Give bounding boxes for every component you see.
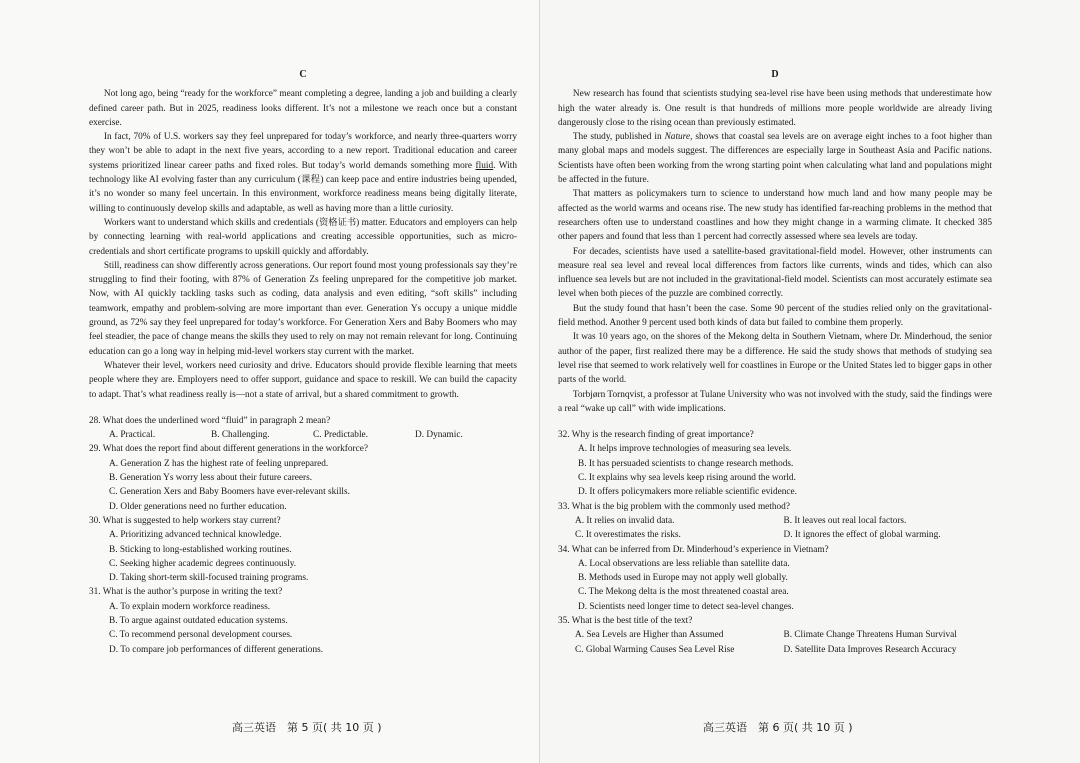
- question-35-option-b[interactable]: B. Climate Change Threatens Human Survival: [783, 630, 957, 641]
- question-32-stem: 32. Why is the research finding of great importance?: [558, 430, 754, 441]
- question-31-option-c[interactable]: C. To recommend personal development courses.: [109, 630, 293, 641]
- question-35-option-d[interactable]: D. Satellite Data Improves Research Accuracy: [783, 644, 957, 655]
- page-divider: [539, 0, 540, 763]
- question-30-option-d[interactable]: D. Taking short-term skill-focused training programs.: [109, 573, 309, 584]
- question-30-option-c[interactable]: C. Seeking higher academic degrees continuously.: [109, 558, 297, 569]
- page-footer-5: 高三英语 第 5 页( 共 10 页 ): [232, 721, 382, 734]
- section-letter-d: D: [771, 69, 779, 80]
- question-31-option-b[interactable]: B. To argue against outdated education systems.: [109, 615, 288, 626]
- d-p2-text-before: The study, published in: [572, 132, 665, 143]
- question-30-option-b[interactable]: B. Sticking to long-established working routines.: [109, 544, 292, 555]
- passage-d-paragraph-3: That matters as policymakers turn to science to understand how much land and how many people may be affected as the world warms and oceans rise. The new study has identified far-reaching problems in the method that researchers often use to understand coastlines and how they might change in a warming climate. It checked 385 other papers and found that less than 1 percent had correctly assessed where sea levels are today.: [558, 189, 992, 243]
- section-letter-c: C: [299, 69, 307, 80]
- question-32-option-b[interactable]: B. It has persuaded scientists to change research methods.: [578, 458, 794, 469]
- passage-d-paragraph-5: But the study found that hasn’t been the case. Some 90 percent of the studies relied only on the gravitational-field method. Another 9 percent used both kinds of data but failed to combine them properly.: [558, 303, 992, 329]
- passage-d: [558, 68, 992, 657]
- question-35-option-c[interactable]: C. Global Warming Causes Sea Level Rise: [575, 644, 735, 655]
- passage-c-paragraph-5: Whatever their level, workers need curiosity and drive. Educators should provide flexible learning that meets people where they are. Employers need to offer support, guidance and space to reskill. We can build the capacity to adapt. That’s what readiness really is—not a state of arrival, but a shared commitment to growth.: [89, 360, 517, 400]
- question-29-stem: 29. What does the report find about different generations in the workforce?: [89, 444, 368, 455]
- question-30-option-a[interactable]: A. Prioritizing advanced technical knowledge.: [109, 530, 282, 541]
- question-28-option-c[interactable]: C. Predictable.: [313, 430, 368, 441]
- question-31-option-d[interactable]: D. To compare job performances of different generations.: [109, 644, 324, 655]
- passage-d-paragraph-4: For decades, scientists have used a satellite-based gravitational-field model. However, other instruments can measure real sea level and reveal local differences from factors like currents, winds and tides, which can also influence sea levels but are not included in the gravitational-field model. Scientists can most accurately estimate sea level when both pieces of the puzzle are combined correctly.: [558, 246, 992, 300]
- question-30-stem: 30. What is suggested to help workers stay current?: [89, 515, 281, 526]
- p2-text-before: In fact, 70% of U.S. workers say they feel unprepared for today’s workforce, and nearly three-quarters worry they won’t be able to adapt in the next five years, according to a new report. Traditional education and career systems prioritized linear career paths and fixed roles. But today’s world demands something more: [89, 132, 517, 171]
- question-33-option-c[interactable]: C. It overestimates the risks.: [575, 530, 681, 541]
- passage-d-paragraph-2: [558, 130, 992, 187]
- question-34-option-d[interactable]: D. Scientists need longer time to detect sea-level changes.: [578, 601, 794, 612]
- question-33-option-a[interactable]: A. It relies on invalid data.: [575, 515, 675, 526]
- question-32-option-c[interactable]: C. It explains why sea levels keep rising around the world.: [578, 473, 796, 484]
- question-28-option-a[interactable]: A. Practical.: [109, 430, 156, 441]
- question-32-option-d[interactable]: D. It offers policymakers more reliable scientific evidence.: [578, 487, 797, 498]
- question-31-option-a[interactable]: A. To explain modern workforce readiness.: [109, 601, 271, 612]
- passage-c-paragraph-4: Still, readiness can show differently across generations. Our report found most young professionals say they’re struggling to find their footing, with 87% of Generation Zs feeling unprepared for the competitive job market. Now, with AI quickly tackling tasks such as coding, data analysis and even editing, “soft skills” including teamwork, empathy and problem-solving are more important than ever. Generation Ys occupy a unique middle ground, as 72% say they feel unprepared for today’s workforce. For Generation Xers and Baby Boomers who may feel steadier, the pace of change means the skills they used to rely on may not remain relevant for long. Continuing education can go a long way in helping mid-level workers stay current with the market.: [89, 260, 517, 357]
- question-35-option-a[interactable]: A. Sea Levels are Higher than Assumed: [575, 630, 724, 641]
- passage-c-paragraph-2: [89, 130, 517, 216]
- underlined-word-fluid: fluid: [475, 160, 494, 171]
- question-32-option-a[interactable]: A. It helps improve technologies of measuring sea levels.: [578, 444, 792, 455]
- question-34-option-c[interactable]: C. The Mekong delta is the most threatened coastal area.: [578, 587, 789, 598]
- question-33-option-b[interactable]: B. It leaves out real local factors.: [783, 515, 907, 526]
- question-29-option-c[interactable]: C. Generation Xers and Baby Boomers have ever-relevant skills.: [109, 487, 350, 498]
- question-28-option-b[interactable]: B. Challenging.: [211, 430, 270, 441]
- question-35-stem: 35. What is the best title of the text?: [558, 615, 693, 626]
- question-34-stem: 34. What can be inferred from Dr. Minderhoud’s experience in Vietnam?: [558, 544, 829, 555]
- question-35-options: [558, 628, 992, 657]
- question-34-option-b[interactable]: B. Methods used in Europe may not apply well globally.: [578, 573, 788, 584]
- questions-32-35: [558, 428, 992, 657]
- question-28-stem: 28. What does the underlined word “fluid” in paragraph 2 mean?: [89, 415, 331, 426]
- passage-d-paragraph-1: New research has found that scientists studying sea-level rise have been using methods that underestimate how high the water already is. One result is that hundreds of millions more people worldwide are already living dangerously close to the rising ocean than previously estimated.: [558, 89, 992, 128]
- question-33-options: [558, 514, 992, 543]
- question-33-stem: 33. What is the big problem with the commonly used method?: [558, 501, 790, 512]
- question-29-option-a[interactable]: A. Generation Z has the highest rate of feeling unprepared.: [109, 458, 329, 469]
- question-28-option-d[interactable]: D. Dynamic.: [415, 430, 463, 441]
- question-28-options: [89, 428, 517, 442]
- question-29-option-b[interactable]: B. Generation Ys worry less about their future careers.: [109, 473, 313, 484]
- questions-28-31: [89, 414, 517, 657]
- journal-name-nature: Nature: [664, 132, 691, 143]
- page-footer-6: 高三英语 第 6 页( 共 10 页 ): [703, 721, 853, 734]
- passage-d-paragraph-7: Torbjørn Tornqvist, a professor at Tulane University who was not involved with the study, said the findings were a real “wake up call” with wide implications.: [558, 389, 992, 414]
- question-33-option-d[interactable]: D. It ignores the effect of global warming.: [783, 530, 941, 541]
- question-34-option-a[interactable]: A. Local observations are less reliable than satellite data.: [578, 558, 790, 569]
- p2-text-after: . With technology like AI evolving faster than any curriculum (课程) can keep pace and entire industries being upended, it’s no wonder so many feel uncertain. In this environment, workforce readiness means being digitally literate, willing to continuously develop skills and adaptable, as well as having more than a little curiosity.: [89, 160, 517, 214]
- passage-c-paragraph-3: Workers want to understand which skills and credentials (资格证书) matter. Educators and employers can help by connecting learning with real-world applications and creating accessible opportunities, such as micro-credentials and short certificate programs to upskill quickly and affordably.: [89, 217, 517, 257]
- question-29-option-d[interactable]: D. Older generations need no further education.: [109, 501, 287, 512]
- question-31-stem: 31. What is the author’s purpose in writing the text?: [89, 587, 283, 598]
- passage-c: [89, 68, 517, 657]
- d-p2-text-after: , shows that coastal sea levels are on average eight inches to a foot higher than many global maps and models suggest. The differences are especially large in Southeast Asia and Pacific nations. Scientists have often been working from the wrong starting point when calculating what land and populations might be affected in the future.: [558, 132, 992, 186]
- passage-c-paragraph-1: Not long ago, being “ready for the workforce” meant completing a degree, landing a job and building a clearly defined career path. But in 2025, readiness looks different. It’s not a milestone we reach once but a constant exercise.: [89, 89, 517, 128]
- passage-d-paragraph-6: It was 10 years ago, on the shores of the Mekong delta in Southern Vietnam, where Dr. Minderhoud, the senior author of the paper, first realized there may be a difference. He said the study shows that methods of studying sea level rise that seemed to work relatively well for coastlines in Europe or the United States led to bigger gaps in other parts of the world.: [558, 332, 992, 386]
